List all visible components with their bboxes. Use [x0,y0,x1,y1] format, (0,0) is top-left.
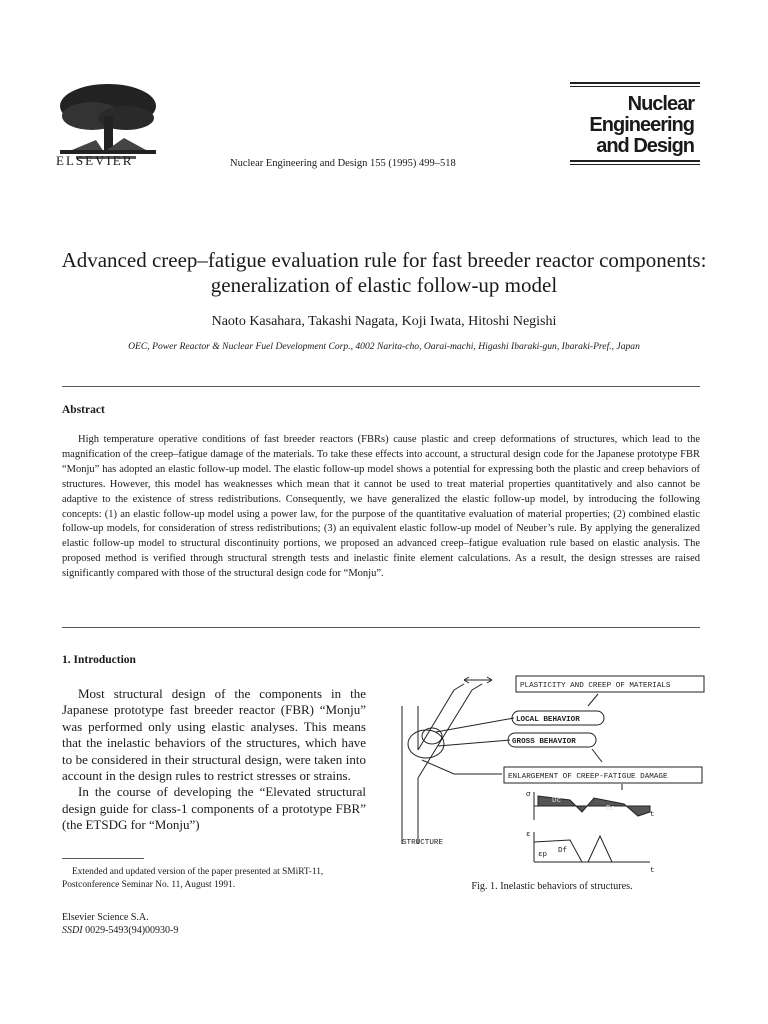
ssdi-line [62,925,178,936]
ssdi-code: 0029-5493(94)00930-9 [85,925,179,936]
introduction-body [62,686,366,834]
divider [62,627,700,628]
divider [62,386,700,387]
journal-logo-line: and Design [596,135,694,157]
journal-logo-line: Nuclear [627,93,694,115]
figure-label-structure: STRUCTURE [402,839,444,847]
figure-label-df: Df [558,847,568,855]
figure-caption: Fig. 1. Inelastic behaviors of structures. [471,881,633,892]
affiliation: OEC, Power Reactor & Nuclear Fuel Development Corp., 4002 Narita-cho, Oarai-machi, Higashi Ibaraki-gun, Ibaraki-Pref., Japan [128,341,640,352]
paper-title: Advanced creep–fatigue evaluation rule for fast breeder reactor components: generalization of elastic follow-up model [61,248,707,297]
journal-logo [570,82,700,182]
figure-label-plasticity: PLASTICITY AND CREEP OF MATERIALS [520,682,671,690]
paragraph: In the course of developing the “Elevated structural design guide for class-1 components of a prototype FBR” (the ETSDG for “Monju”) [62,784,366,833]
journal-citation: Nuclear Engineering and Design 155 (1995) 499–518 [230,158,456,169]
figure-label-local: LOCAL BEHAVIOR [516,716,580,724]
publisher-name: ELSEVIER [56,153,134,168]
footnote: Extended and updated version of the paper presented at SMiRT-11, Postconference Seminar No. 11, August 1991. [62,867,324,890]
figure-label-ep: εp [538,851,548,859]
figure-inelastic-behaviors [392,666,712,886]
figure-label-enlargement: ENLARGEMENT OF CREEP-FATIGUE DAMAGE [508,773,668,781]
section-heading: 1. Introduction [62,654,136,666]
ssdi-label: SSDI [62,925,83,936]
figure-label-dc: Dc [552,797,562,805]
journal-logo-line: Engineering [589,114,694,136]
figure-label-dc: Dc [606,805,616,813]
abstract-body: High temperature operative conditions of fast breeder reactors (FBRs) cause plastic and creep deformations of structures, which lead to the magnification of the creep–fatigue damage of the materials. To take these effects into account, a structural design code for the Japanese prototype FBR “Monju” has adopted an elastic follow-up model. The elastic follow-up model shows a potential for expressing both the plastic and creep behaviors of structures. However, this model has weaknesses which mean that it cannot be used to treat material properties quantitatively and also cannot be adaptive to the existence of stress redistributions. Consequently, we have generalized the elastic follow-up model, by introducing the following concepts: (1) an elastic follow-up model using a power law, for the purpose of the quantitative evaluation of material properties; (2) combined elastic follow-up models, for consideration of stress redistributions; (3) an equivalent elastic follow-up model of Neuber’s rule. By applying the generalized elastic follow-up model to structural discontinuity portions, we proposed an advanced creep–fatigue evaluation rule based on elastic analysis. The proposed method is verified through structural strength tests and inelastic finite element calculations. As a result, the design stresses are raised significantly compared with those of the structural design code for “Monju”. [62,434,700,580]
publisher-imprint: Elsevier Science S.A. [62,912,149,923]
figure-label-gross: GROSS BEHAVIOR [512,738,576,746]
footnote-divider [62,858,144,859]
figure-label-sigma: σ [526,791,531,799]
paragraph: Most structural design of the components in the Japanese prototype fast breeder reactor (FBR) “Monju” was performed only using elastic analyses. This means that the inelastic behaviors of the structures, which have to be considered in their structural design, were taken into account in the design rules to restrict stresses or strains. [62,686,366,784]
authors: Naoto Kasahara, Takashi Nagata, Koji Iwata, Hitoshi Negishi [211,314,557,329]
figure-label-t: t [650,867,655,875]
figure-label-epsilon: ε [526,831,531,839]
abstract-heading: Abstract [62,404,105,416]
figure-label-t: t [650,811,655,819]
